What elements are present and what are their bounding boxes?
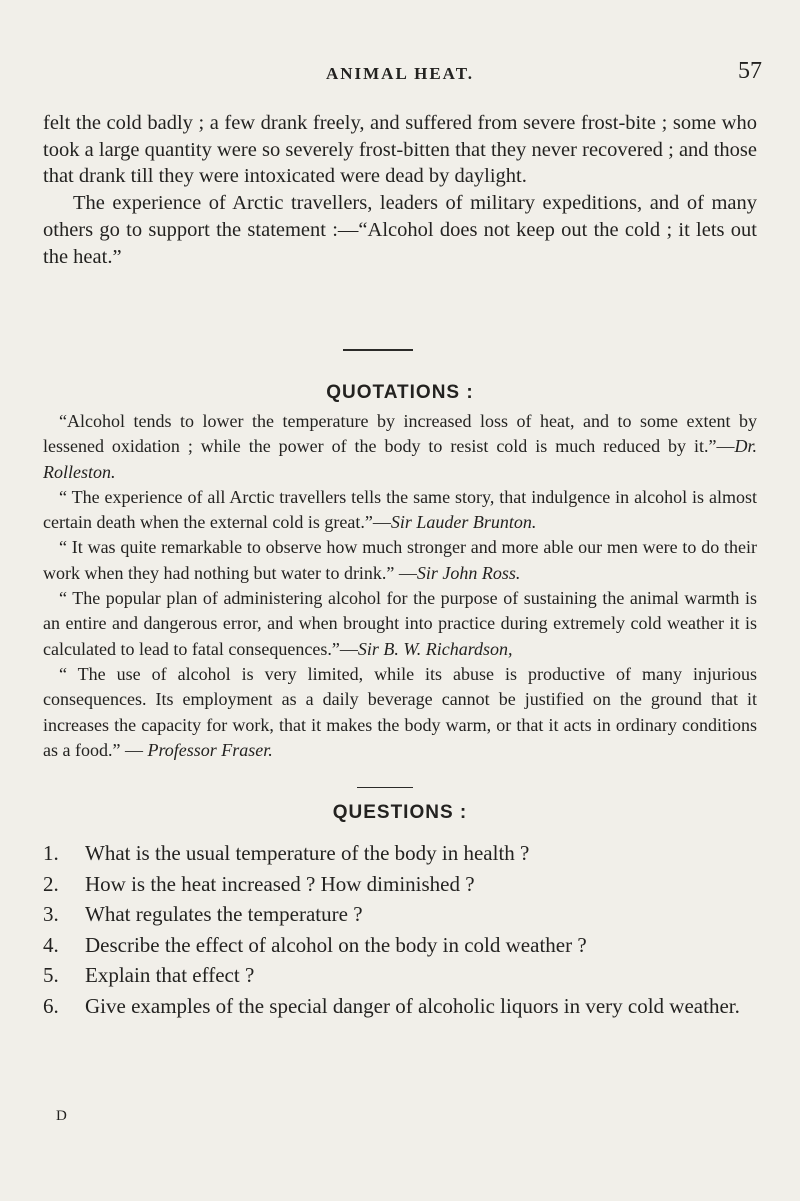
signature-mark: D (56, 1108, 67, 1124)
section-divider (357, 787, 413, 788)
quotation (43, 409, 757, 485)
question-text: What is the usual temperature of the body in health ? (85, 841, 530, 865)
quotation (43, 485, 757, 536)
running-title: ANIMAL HEAT. (325, 64, 475, 83)
question-number: 5. (43, 963, 59, 987)
question-number: 6. (43, 993, 59, 1018)
body-text (43, 110, 757, 270)
quotation-text: “ It was quite remarkable to observe how much stronger and more able our men were to do their work when they had nothing but water to drink.” — (43, 537, 757, 583)
quotation (43, 586, 757, 662)
question-item (43, 869, 757, 900)
quotation-text: “ The popular plan of administering alcohol for the purpose of sustaining the animal warmth is an entire and dangerous error, and when brought into practice during extremely cold weather it is calculated to lead to fatal consequences.”— (43, 588, 757, 659)
paragraph: The experience of Arctic travellers, leaders of military expeditions, and of many others go to support the statement :—“Alcohol does not keep out the cold ; it lets out the heat.” (43, 192, 757, 268)
quotation-text: “Alcohol tends to lower the temperature by increased loss of heat, and to some extent by lessened oxidation ; while the power of the body to resist cold is much reduced by it.”— (43, 411, 757, 457)
question-item (43, 838, 757, 869)
question-text: What regulates the temperature ? (85, 902, 363, 926)
question-item (43, 899, 757, 930)
quotations-list (43, 409, 757, 763)
quotation-author: Sir John Ross. (416, 562, 521, 583)
question-item (43, 991, 757, 1022)
quotation-author: Dr. Rolleston. (43, 436, 757, 482)
running-head (0, 58, 800, 88)
quotation-text: “ The experience of all Arctic travellers tells the same story, that indulgence in alcohol is almost certain death when the external cold is great.”— (43, 486, 757, 533)
questions-list (43, 838, 757, 1021)
paragraph: felt the cold badly ; a few drank freely, and suffered from severe frost-bite ; some who took a large quantity were so severely frost-bitten that they never recovered ; and those that drank till they were intoxicated were dead by daylight. (43, 112, 757, 188)
question-text: Give examples of the special danger of alcoholic liquors in very cold weather. (85, 993, 740, 1018)
question-number: 2. (43, 871, 59, 896)
question-text: Describe the effect of alcohol on the body in cold weather ? (85, 932, 587, 957)
quotations-heading: QUOTATIONS : (326, 382, 474, 403)
page-number: 57 (738, 58, 762, 84)
question-text: How is the heat increased ? How diminished ? (85, 871, 475, 896)
question-number: 3. (43, 902, 59, 926)
quotation-author: Sir Lauder Brunton. (390, 512, 537, 533)
quotation (43, 662, 757, 763)
quotation-text: “ The use of alcohol is very limited, while its abuse is productive of many injurious consequences. Its employment as a daily beverage cannot be justified on the ground that it increases the capacity for work, that it makes the body warm, or that it acts in ordinary conditions as a food.” — (43, 663, 757, 760)
question-item (43, 960, 757, 991)
question-text: Explain that effect ? (85, 963, 255, 987)
section-divider (343, 349, 413, 351)
quotation (43, 535, 757, 586)
questions-heading: QUESTIONS : (332, 802, 468, 823)
quotation-author: Sir B. W. Richardson, (357, 638, 513, 659)
question-number: 1. (43, 841, 59, 865)
question-item (43, 930, 757, 961)
quotation-author: Professor Fraser. (147, 739, 273, 760)
question-number: 4. (43, 932, 59, 957)
